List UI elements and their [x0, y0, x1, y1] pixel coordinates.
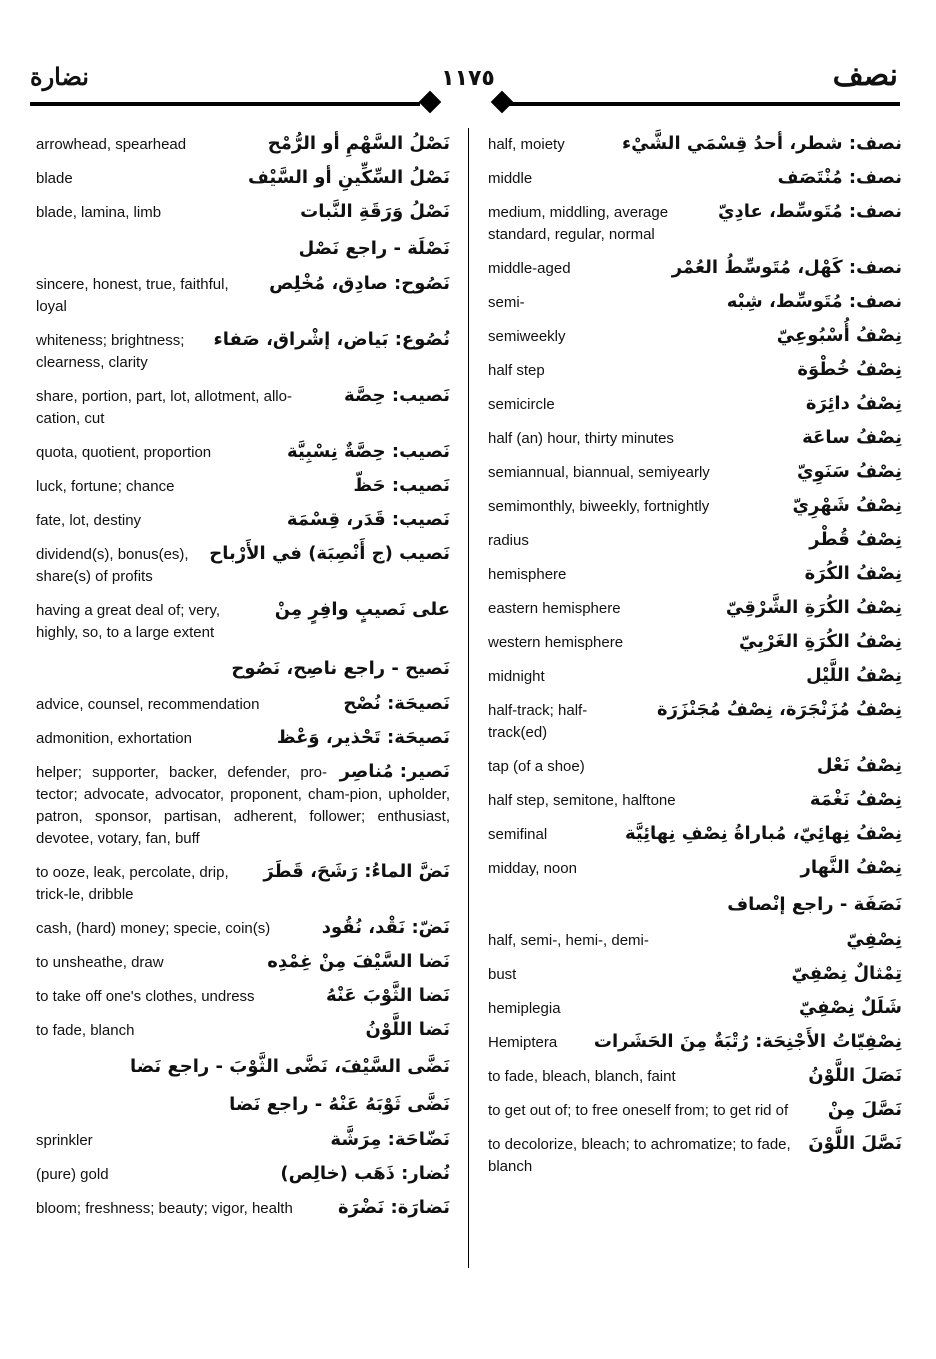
dictionary-entry — [488, 632, 902, 654]
right-column — [488, 134, 902, 1190]
english-definition: to get out of; to free oneself from; to get rid of — [488, 1100, 902, 1122]
dictionary-entry — [488, 858, 902, 880]
dictionary-entry — [36, 274, 450, 318]
dictionary-entry — [488, 1032, 902, 1054]
dictionary-entry — [488, 530, 902, 552]
dictionary-entry — [36, 544, 450, 588]
english-definition: western hemisphere — [488, 632, 902, 654]
dictionary-entry — [488, 964, 902, 986]
arabic-headword: نَضَّ الماءُ: رَشَحَ، قَطَرَ — [259, 859, 450, 885]
english-definition: to decolorize, bleach; to achromatize; to fade, blanch — [488, 1134, 902, 1178]
english-definition: semiweekly — [488, 326, 902, 348]
dictionary-entry — [488, 564, 902, 586]
dictionary-entry — [36, 986, 450, 1008]
arabic-headword: نَصْلُ السِّكِّينِ أو السَّيْف — [244, 165, 450, 191]
dictionary-entry — [488, 790, 902, 812]
arabic-headword: نِصْفُ شَهْرِيّ — [789, 493, 902, 519]
dictionary-entry — [488, 1100, 902, 1122]
english-definition: whiteness; brightness; clearness, clarity — [36, 330, 450, 374]
dictionary-entry — [488, 462, 902, 484]
header-rule-right — [508, 102, 900, 106]
english-definition: tap (of a shoe) — [488, 756, 902, 778]
arabic-headword: نصف: مُنْتَصَف — [774, 165, 902, 191]
arabic-headword: نِصْفُ خُطْوَة — [793, 357, 902, 383]
header-rule-left — [30, 102, 420, 106]
english-definition: half (an) hour, thirty minutes — [488, 428, 902, 450]
english-definition: cash, (hard) money; specie, coin(s) — [36, 918, 450, 940]
english-definition: midnight — [488, 666, 902, 688]
english-definition: to take off one's clothes, undress — [36, 986, 450, 1008]
dictionary-entry — [36, 728, 450, 750]
english-definition: luck, fortune; chance — [36, 476, 450, 498]
english-definition: fate, lot, destiny — [36, 510, 450, 532]
arabic-headword: نَصيب: حِصَّة — [340, 383, 450, 409]
arabic-headword: نِصْفُ مُزَنْجَرَة، نِصْفُ مُجَنْزَرَة — [653, 697, 902, 723]
dictionary-entry — [488, 202, 902, 246]
arabic-headword: نَضّاحَة: مِرَشَّة — [326, 1127, 450, 1153]
dictionary-entry — [36, 202, 450, 224]
arabic-headword: نصف: مُتَوسِّط، شِبْه — [723, 289, 902, 315]
english-definition: semicircle — [488, 394, 902, 416]
english-definition: midday, noon — [488, 858, 902, 880]
dictionary-entry — [488, 666, 902, 688]
dictionary-entry — [36, 862, 450, 906]
dictionary-entry — [488, 326, 902, 348]
arabic-headword: نصف: شطر، أحدُ قِسْمَي الشَّيْء — [618, 131, 902, 157]
english-definition: hemisphere — [488, 564, 902, 586]
dictionary-entry — [36, 476, 450, 498]
english-definition: half, semi-, hemi-, demi- — [488, 930, 902, 952]
arabic-headword: نِصْفِيّ — [842, 927, 902, 953]
arabic-headword: نِصْفُ الكُرَةِ الغَرْبِيّ — [735, 629, 902, 655]
cross-reference-entry: نَصْلَة - راجع نَصْل — [298, 238, 450, 259]
column-divider — [468, 128, 469, 1268]
arabic-headword: نَصيب: حَظّ — [349, 473, 450, 499]
english-definition: middle-aged — [488, 258, 902, 280]
dictionary-entry — [36, 386, 450, 430]
arabic-headword: نَصيحَة: تَحْذير، وَعْظ — [273, 725, 450, 751]
english-definition: to ooze, leak, percolate, drip, trick-le, dribble — [36, 862, 450, 906]
arabic-headword: نُضار: ذَهَب (خالِص) — [276, 1161, 450, 1187]
english-definition: Hemiptera — [488, 1032, 902, 1054]
english-definition: semiannual, biannual, semiyearly — [488, 462, 902, 484]
arabic-headword: نَضارَة: نَضْرَة — [334, 1195, 450, 1221]
page-number: ١١٧٥ — [441, 66, 495, 91]
arabic-headword: نَصَّلَ مِنْ — [824, 1097, 902, 1123]
english-definition: having a great deal of; very, highly, so, to a large extent — [36, 600, 450, 644]
english-definition: blade, lamina, limb — [36, 202, 450, 224]
english-definition: eastern hemisphere — [488, 598, 902, 620]
arabic-headword: نصف: كَهْل، مُتَوسِّطُ العُمْر — [668, 255, 902, 281]
arabic-headword: نَصيب (ج أَنْصِبَة) في الأَرْباح — [205, 541, 450, 567]
english-definition: middle — [488, 168, 902, 190]
english-definition: medium, middling, average standard, regular, normal — [488, 202, 902, 246]
dictionary-entry — [36, 442, 450, 464]
cross-reference-entry: نَضَّى ثَوْبَهُ عَنْهُ - راجع نَضا — [229, 1094, 450, 1115]
english-definition: to fade, bleach, blanch, faint — [488, 1066, 902, 1088]
arabic-headword: نِصْفُ ساعَة — [798, 425, 902, 451]
dictionary-entry — [488, 700, 902, 744]
english-definition: radius — [488, 530, 902, 552]
arabic-headword: نَضّ: نَقْد، نُقُود — [318, 915, 450, 941]
dictionary-entry — [488, 598, 902, 620]
english-definition: semimonthly, biweekly, fortnightly — [488, 496, 902, 518]
english-definition: admonition, exhortation — [36, 728, 450, 750]
dictionary-entry — [488, 258, 902, 280]
english-definition: to fade, blanch — [36, 1020, 450, 1042]
english-definition: bloom; freshness; beauty; vigor, health — [36, 1198, 450, 1220]
english-definition: (pure) gold — [36, 1164, 450, 1186]
dictionary-entry — [36, 762, 450, 850]
dictionary-entry — [36, 600, 450, 644]
arabic-headword: تِمْثالٌ نِصْفِيّ — [788, 961, 902, 987]
english-definition: sprinkler — [36, 1130, 450, 1152]
guide-word-last: نضارة — [30, 62, 89, 91]
english-definition: helper; supporter, backer, defender, pro-tector; advocate, advocator, proponent, cham-pion, upholder, patron, sponsor, partisan, adherent, follower; enthusiast, devotee, votary, fan, buff — [36, 764, 450, 847]
arabic-headword: نَضا اللَّوْنُ — [362, 1017, 450, 1043]
english-definition: quota, quotient, proportion — [36, 442, 450, 464]
dictionary-entry — [36, 330, 450, 374]
english-definition: blade — [36, 168, 450, 190]
english-definition: to unsheathe, draw — [36, 952, 450, 974]
dictionary-entry — [36, 694, 450, 716]
arabic-headword: نِصْفُ الكُرَة — [801, 561, 902, 587]
arabic-headword: نِصْفُ النَّهار — [797, 855, 902, 881]
arabic-headword: نَصيب: قَدَر، قِسْمَة — [283, 507, 450, 533]
arabic-headword: نَصير: مُناصِر — [336, 759, 450, 785]
english-definition: advice, counsel, recommendation — [36, 694, 450, 716]
left-column — [36, 134, 450, 1232]
dictionary-entry — [36, 510, 450, 532]
arabic-headword: نَصُوح: صادِق، مُخْلِص — [265, 271, 450, 297]
arabic-headword: نِصْفُ الكُرَةِ الشَّرْقِيّ — [722, 595, 902, 621]
arabic-headword: نَصَلَ اللَّوْنُ — [804, 1063, 902, 1089]
dictionary-entry — [488, 394, 902, 416]
dictionary-entry — [488, 292, 902, 314]
arabic-headword: نِصْفُ اللَّيْل — [802, 663, 902, 689]
dictionary-entry — [488, 1134, 902, 1178]
dictionary-entry — [488, 168, 902, 190]
english-definition: half-track; half-track(ed) — [488, 700, 902, 744]
arabic-headword: نَصيحَة: نُصْح — [339, 691, 450, 717]
dictionary-entry — [36, 952, 450, 974]
arabic-headword: نِصْفُ سَنَوِيّ — [793, 459, 902, 485]
arabic-headword: نَصْلُ السَّهْمِ أو الرُّمْح — [264, 131, 450, 157]
english-definition: hemiplegia — [488, 998, 902, 1020]
arabic-headword: نَصيب: حِصَّةٌ نِسْبِيَّة — [283, 439, 450, 465]
arabic-headword: نصف: مُتَوسِّط، عادِيّ — [714, 199, 902, 225]
dictionary-entry — [488, 930, 902, 952]
dictionary-entry — [36, 1164, 450, 1186]
dictionary-entry — [36, 168, 450, 190]
arabic-headword: نَضا السَّيْفَ مِنْ غِمْدِه — [263, 949, 450, 975]
arabic-headword: نِصْفُ نَعْل — [813, 753, 902, 779]
english-definition: half step — [488, 360, 902, 382]
cross-reference-entry: نَصيح - راجع ناصِح، نَصُوح — [231, 658, 450, 679]
dictionary-entry — [36, 918, 450, 940]
english-definition: sincere, honest, true, faithful, loyal — [36, 274, 450, 318]
dictionary-entry — [488, 1066, 902, 1088]
dictionary-entry — [36, 1130, 450, 1152]
english-definition: dividend(s), bonus(es), share(s) of profits — [36, 544, 450, 588]
dictionary-entry — [488, 134, 902, 156]
dictionary-entry — [488, 428, 902, 450]
arabic-headword: نِصْفُ قُطْر — [805, 527, 902, 553]
dictionary-entry — [488, 998, 902, 1020]
arabic-headword: شَلَلٌ نِصْفِيّ — [795, 995, 902, 1021]
cross-reference-entry: نَصَفَة - راجع إنْصاف — [727, 894, 902, 915]
arabic-headword: نُصُوع: بَياض، إشْراق، صَفاء — [210, 327, 450, 353]
english-definition: semi- — [488, 292, 902, 314]
dictionary-entry — [36, 1198, 450, 1220]
page-header — [0, 60, 936, 120]
arabic-headword: نَصْلُ وَرَقَةِ النَّبات — [296, 199, 450, 225]
english-definition: semifinal — [488, 824, 902, 846]
arabic-headword: نِصْفُ دائِرَة — [802, 391, 902, 417]
dictionary-entry — [36, 134, 450, 156]
arabic-headword: نَضا الثَّوْبَ عَنْهُ — [322, 983, 450, 1009]
dictionary-entry — [488, 496, 902, 518]
dictionary-entry — [488, 824, 902, 846]
dictionary-entry — [488, 360, 902, 382]
english-definition: share, portion, part, lot, allotment, allo-cation, cut — [36, 386, 450, 430]
arabic-headword: نِصْفُ نِهائِيّ، مُباراةُ نِصْفِ نِهائِيَّة — [621, 821, 902, 847]
diamond-ornament-right — [491, 91, 514, 114]
cross-reference-entry: نَضَّى السَّيْفَ، نَضَّى الثَّوْبَ - راجع نَضا — [129, 1056, 450, 1077]
english-definition: bust — [488, 964, 902, 986]
arabic-headword: على نَصيبٍ وافِرٍ مِنْ — [271, 597, 450, 623]
english-definition: half, moiety — [488, 134, 902, 156]
english-definition: arrowhead, spearhead — [36, 134, 450, 156]
arabic-headword: نِصْفُ أُسْبُوعِيّ — [773, 323, 902, 349]
arabic-headword: نَصَّلَ اللَّوْنَ — [804, 1131, 902, 1157]
dictionary-entry — [488, 756, 902, 778]
guide-word-first: نصف — [832, 58, 898, 93]
dictionary-entry — [36, 1020, 450, 1042]
arabic-headword: نِصْفِيّاتُ الأَجْنِحَة: رُتْبَةٌ مِنَ الحَشَرات — [590, 1029, 902, 1055]
english-definition: half step, semitone, halftone — [488, 790, 902, 812]
diamond-ornament-left — [419, 91, 442, 114]
arabic-headword: نِصْفُ نَغْمَة — [806, 787, 902, 813]
